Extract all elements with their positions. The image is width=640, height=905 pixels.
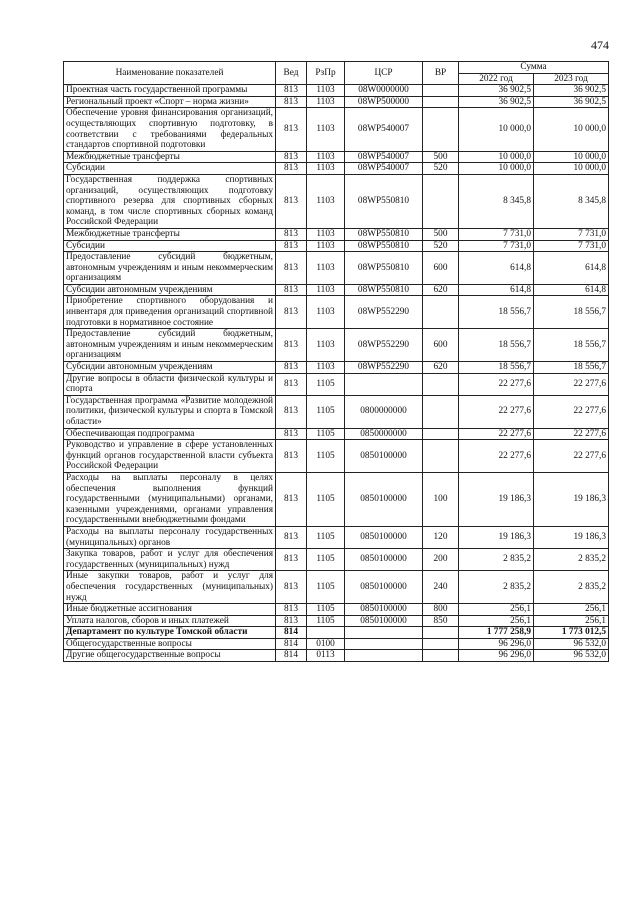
row-rzpr: 1103	[307, 85, 345, 97]
table-row	[64, 395, 609, 428]
row-name: Региональный проект «Спорт – норма жизни»	[64, 96, 276, 108]
row-name: Департамент по культуре Томской области	[64, 627, 276, 639]
row-ved: 813	[276, 108, 307, 151]
row-sum-2022: 8 345,8	[459, 174, 534, 228]
row-csr: 08WP552290	[345, 296, 423, 329]
row-sum-2022: 19 186,3	[459, 526, 534, 548]
row-vr: 500	[423, 151, 459, 163]
row-csr: 08WP550810	[345, 174, 423, 228]
row-name: Субсидии автономным учреждениям	[64, 284, 276, 296]
table-row	[64, 373, 609, 395]
row-csr: 0800000000	[345, 395, 423, 428]
row-sum-2023: 10 000,0	[534, 151, 609, 163]
row-csr	[345, 373, 423, 395]
row-ved: 813	[276, 604, 307, 616]
table-row	[64, 615, 609, 627]
row-ved: 813	[276, 96, 307, 108]
table-row	[64, 240, 609, 252]
row-sum-2022: 10 000,0	[459, 108, 534, 151]
row-ved: 813	[276, 85, 307, 97]
row-sum-2022: 36 902,5	[459, 85, 534, 97]
row-sum-2023: 10 000,0	[534, 163, 609, 175]
row-name: Предоставление субсидий бюджетным, автономным учреждениям и иным некоммерческим организациям	[64, 252, 276, 285]
row-sum-2022: 22 277,6	[459, 428, 534, 440]
col-header-ved: Вед	[276, 62, 307, 85]
row-rzpr: 1105	[307, 571, 345, 604]
row-rzpr: 1105	[307, 604, 345, 616]
row-vr	[423, 650, 459, 662]
row-name: Руководство и управление в сфере установленных функций органов государственной власти субъекта Российской Федерации	[64, 440, 276, 473]
row-csr: 08WP550810	[345, 240, 423, 252]
row-sum-2022: 2 835,2	[459, 549, 534, 571]
row-ved: 813	[276, 329, 307, 362]
row-csr: 0850000000	[345, 428, 423, 440]
row-sum-2023: 18 556,7	[534, 329, 609, 362]
table-row	[64, 174, 609, 228]
row-rzpr: 1105	[307, 549, 345, 571]
row-vr: 120	[423, 526, 459, 548]
row-ved: 813	[276, 362, 307, 374]
row-rzpr: 1105	[307, 615, 345, 627]
row-sum-2022: 22 277,6	[459, 373, 534, 395]
row-name: Общегосударственные вопросы	[64, 638, 276, 650]
row-ved: 814	[276, 650, 307, 662]
row-sum-2022: 256,1	[459, 615, 534, 627]
row-rzpr: 1103	[307, 108, 345, 151]
row-sum-2023: 96 532,0	[534, 650, 609, 662]
row-ved: 814	[276, 627, 307, 639]
row-sum-2022: 18 556,7	[459, 296, 534, 329]
row-vr	[423, 85, 459, 97]
row-sum-2023: 22 277,6	[534, 440, 609, 473]
row-sum-2023: 256,1	[534, 615, 609, 627]
row-name: Уплата налогов, сборов и иных платежей	[64, 615, 276, 627]
col-header-name: Наименование показателей	[64, 62, 276, 85]
row-vr: 200	[423, 549, 459, 571]
row-sum-2022: 256,1	[459, 604, 534, 616]
col-header-sum: Сумма	[459, 62, 609, 74]
row-ved: 813	[276, 252, 307, 285]
row-rzpr: 1103	[307, 228, 345, 240]
row-csr: 0850100000	[345, 571, 423, 604]
row-sum-2022: 96 296,0	[459, 638, 534, 650]
table-row	[64, 163, 609, 175]
row-ved: 813	[276, 163, 307, 175]
row-vr	[423, 108, 459, 151]
table-row	[64, 85, 609, 97]
row-vr	[423, 174, 459, 228]
row-sum-2022: 2 835,2	[459, 571, 534, 604]
row-vr	[423, 440, 459, 473]
table-row	[64, 296, 609, 329]
row-sum-2023: 36 902,5	[534, 85, 609, 97]
row-sum-2023: 8 345,8	[534, 174, 609, 228]
row-sum-2023: 96 532,0	[534, 638, 609, 650]
row-vr	[423, 373, 459, 395]
table-row	[64, 627, 609, 639]
table-row	[64, 440, 609, 473]
row-vr	[423, 627, 459, 639]
row-csr: 08W0000000	[345, 85, 423, 97]
row-name: Субсидии	[64, 163, 276, 175]
row-vr: 100	[423, 472, 459, 526]
row-name: Обеспечивающая подпрограмма	[64, 428, 276, 440]
row-ved: 813	[276, 549, 307, 571]
table-row	[64, 362, 609, 374]
row-vr: 600	[423, 329, 459, 362]
col-header-2023: 2023 год	[534, 73, 609, 85]
row-rzpr: 1105	[307, 428, 345, 440]
row-vr	[423, 96, 459, 108]
row-rzpr: 1105	[307, 395, 345, 428]
row-csr: 0850100000	[345, 549, 423, 571]
row-vr: 520	[423, 163, 459, 175]
table-row	[64, 151, 609, 163]
row-name: Иные бюджетные ассигнования	[64, 604, 276, 616]
row-csr: 0850100000	[345, 440, 423, 473]
row-rzpr: 1103	[307, 163, 345, 175]
row-rzpr: 1105	[307, 440, 345, 473]
row-rzpr: 0100	[307, 638, 345, 650]
row-rzpr: 1103	[307, 329, 345, 362]
table-row	[64, 108, 609, 151]
row-rzpr	[307, 627, 345, 639]
row-csr: 08WP540007	[345, 163, 423, 175]
row-ved: 813	[276, 428, 307, 440]
col-header-csr: ЦСР	[345, 62, 423, 85]
row-csr: 08WP552290	[345, 362, 423, 374]
row-name: Проектная часть государственной программы	[64, 85, 276, 97]
row-ved: 813	[276, 395, 307, 428]
row-ved: 813	[276, 174, 307, 228]
row-sum-2023: 19 186,3	[534, 472, 609, 526]
row-ved: 813	[276, 296, 307, 329]
row-rzpr: 1103	[307, 240, 345, 252]
row-sum-2023: 18 556,7	[534, 362, 609, 374]
row-sum-2023: 22 277,6	[534, 373, 609, 395]
row-sum-2023: 22 277,6	[534, 395, 609, 428]
row-ved: 813	[276, 571, 307, 604]
row-rzpr: 1105	[307, 526, 345, 548]
row-sum-2023: 614,8	[534, 252, 609, 285]
row-name: Предоставление субсидий бюджетным, автономным учреждениям и иным некоммерческим организациям	[64, 329, 276, 362]
row-rzpr: 1103	[307, 96, 345, 108]
row-sum-2022: 18 556,7	[459, 362, 534, 374]
row-name: Государственная поддержка спортивных организаций, осуществляющих подготовку спортивного резерва для спортивных сборных команд, в том числе спортивных сборных команд Российской Федерации	[64, 174, 276, 228]
row-sum-2022: 36 902,5	[459, 96, 534, 108]
row-name: Закупка товаров, работ и услуг для обеспечения государственных (муниципальных) нужд	[64, 549, 276, 571]
row-sum-2023: 1 773 012,5	[534, 627, 609, 639]
row-ved: 813	[276, 228, 307, 240]
row-csr: 0850100000	[345, 526, 423, 548]
table-row	[64, 650, 609, 662]
col-header-vr: ВР	[423, 62, 459, 85]
row-vr	[423, 296, 459, 329]
row-sum-2023: 22 277,6	[534, 428, 609, 440]
budget-table	[63, 61, 609, 662]
row-csr: 08WP550810	[345, 284, 423, 296]
row-name: Межбюджетные трансферты	[64, 151, 276, 163]
row-vr: 600	[423, 252, 459, 285]
row-rzpr: 1105	[307, 472, 345, 526]
row-ved: 813	[276, 472, 307, 526]
row-name: Государственная программа «Развитие молодежной политики, физической культуры и спорта в Томской области»	[64, 395, 276, 428]
row-name: Другие вопросы в области физической культуры и спорта	[64, 373, 276, 395]
row-name: Расходы на выплаты персоналу государственных (муниципальных) органов	[64, 526, 276, 548]
table-row	[64, 428, 609, 440]
row-sum-2023: 18 556,7	[534, 296, 609, 329]
row-name: Субсидии автономным учреждениям	[64, 362, 276, 374]
row-vr: 500	[423, 228, 459, 240]
row-csr: 0850100000	[345, 615, 423, 627]
table-row	[64, 252, 609, 285]
table-row	[64, 472, 609, 526]
table-row	[64, 228, 609, 240]
table-row	[64, 96, 609, 108]
row-sum-2023: 256,1	[534, 604, 609, 616]
row-name: Межбюджетные трансферты	[64, 228, 276, 240]
row-rzpr: 1103	[307, 252, 345, 285]
page-number: 474	[591, 38, 609, 52]
table-row	[64, 284, 609, 296]
row-sum-2022: 22 277,6	[459, 440, 534, 473]
row-name: Иные закупки товаров, работ и услуг для обеспечения государственных (муниципальных) нужд	[64, 571, 276, 604]
row-vr: 620	[423, 362, 459, 374]
row-csr: 08WP540007	[345, 108, 423, 151]
row-rzpr: 0113	[307, 650, 345, 662]
table-row	[64, 604, 609, 616]
col-header-rzpr: РзПр	[307, 62, 345, 85]
row-csr: 08WP550810	[345, 252, 423, 285]
row-rzpr: 1103	[307, 362, 345, 374]
row-rzpr: 1103	[307, 151, 345, 163]
row-sum-2023: 10 000,0	[534, 108, 609, 151]
row-rzpr: 1105	[307, 373, 345, 395]
col-header-2022: 2022 год	[459, 73, 534, 85]
row-vr: 800	[423, 604, 459, 616]
row-sum-2022: 614,8	[459, 252, 534, 285]
row-csr	[345, 650, 423, 662]
row-name: Другие общегосударственные вопросы	[64, 650, 276, 662]
row-vr	[423, 638, 459, 650]
table-row	[64, 638, 609, 650]
row-csr	[345, 627, 423, 639]
row-vr: 520	[423, 240, 459, 252]
table-row	[64, 549, 609, 571]
row-vr: 240	[423, 571, 459, 604]
row-sum-2023: 7 731,0	[534, 228, 609, 240]
row-name: Обеспечение уровня финансирования организаций, осуществляющих спортивную подготовку, в соответствии с требованиями федеральных стандартов спортивной подготовки	[64, 108, 276, 151]
row-sum-2022: 22 277,6	[459, 395, 534, 428]
row-name: Расходы на выплаты персоналу в целях обеспечения выполнения функций государственными (муниципальными) органами, казенными учреждениями, органами управления государственными внебюджетными фондами	[64, 472, 276, 526]
row-ved: 813	[276, 615, 307, 627]
row-ved: 813	[276, 373, 307, 395]
row-sum-2022: 19 186,3	[459, 472, 534, 526]
row-ved: 813	[276, 240, 307, 252]
row-sum-2023: 2 835,2	[534, 571, 609, 604]
row-ved: 813	[276, 526, 307, 548]
row-vr	[423, 428, 459, 440]
row-name: Субсидии	[64, 240, 276, 252]
row-csr: 0850100000	[345, 472, 423, 526]
row-vr	[423, 395, 459, 428]
row-csr: 0850100000	[345, 604, 423, 616]
row-ved: 813	[276, 284, 307, 296]
row-csr	[345, 638, 423, 650]
row-ved: 813	[276, 440, 307, 473]
row-name: Приобретение спортивного оборудования и инвентаря для приведения организаций спортивной подготовки в нормативное состояние	[64, 296, 276, 329]
row-csr: 08WP550810	[345, 228, 423, 240]
row-sum-2022: 7 731,0	[459, 228, 534, 240]
row-rzpr: 1103	[307, 296, 345, 329]
row-sum-2023: 19 186,3	[534, 526, 609, 548]
row-sum-2023: 36 902,5	[534, 96, 609, 108]
row-sum-2023: 2 835,2	[534, 549, 609, 571]
table-row	[64, 571, 609, 604]
row-csr: 08WP540007	[345, 151, 423, 163]
row-sum-2022: 10 000,0	[459, 163, 534, 175]
row-rzpr: 1103	[307, 174, 345, 228]
table-body	[64, 85, 609, 662]
row-ved: 813	[276, 151, 307, 163]
row-vr: 620	[423, 284, 459, 296]
row-ved: 814	[276, 638, 307, 650]
row-sum-2023: 614,8	[534, 284, 609, 296]
row-csr: 08WP500000	[345, 96, 423, 108]
row-rzpr: 1103	[307, 284, 345, 296]
table-row	[64, 329, 609, 362]
table-row	[64, 526, 609, 548]
row-csr: 08WP552290	[345, 329, 423, 362]
row-sum-2022: 7 731,0	[459, 240, 534, 252]
row-vr: 850	[423, 615, 459, 627]
row-sum-2022: 1 777 258,9	[459, 627, 534, 639]
row-sum-2023: 7 731,0	[534, 240, 609, 252]
row-sum-2022: 96 296,0	[459, 650, 534, 662]
row-sum-2022: 18 556,7	[459, 329, 534, 362]
row-sum-2022: 10 000,0	[459, 151, 534, 163]
row-sum-2022: 614,8	[459, 284, 534, 296]
